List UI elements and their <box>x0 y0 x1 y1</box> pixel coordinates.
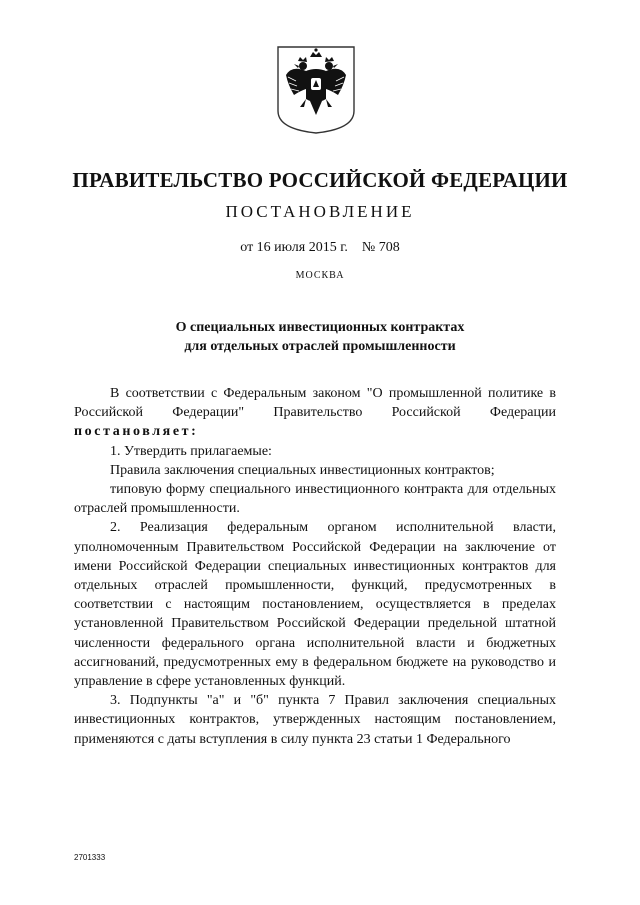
decree-title: ПОСТАНОВЛЕНИЕ <box>225 202 415 221</box>
double-headed-eagle-emblem-icon <box>276 45 356 135</box>
subject-line-2: для отдельных отраслей промышленности <box>184 339 456 354</box>
paragraph-3: 3. Подпункты "а" и "б" пункта 7 Правил заключения специальных инвестиционных контрактов, утвержденных настоящим постановлением, применяются с даты вступления в силу пункта 23 статьи 1 Федерального <box>74 693 556 747</box>
paragraph-preamble <box>74 384 556 442</box>
decree-body <box>74 384 556 749</box>
decree-date: от 16 июля 2015 г. <box>240 240 348 255</box>
preamble-text: В соответствии с Федеральным законом "О промышленной политике в Российской Федерации" Правительство Российской Федерации <box>74 386 556 421</box>
government-title: ПРАВИТЕЛЬСТВО РОССИЙСКОЙ ФЕДЕРАЦИИ <box>72 168 568 192</box>
decree-city: МОСКВА <box>295 270 345 281</box>
subject-line-1: О специальных инвестиционных контрактах <box>175 320 465 335</box>
resolves-word: постановляет: <box>74 424 199 440</box>
decree-dateline <box>0 240 640 256</box>
decree-number: № 708 <box>361 240 400 255</box>
paragraph-2: 2. Реализация федеральным органом исполнительной власти, уполномоченным Правительством Российской Федерации на заключение от имени Российской Федерации специальных инвестиционных контрактов для отдельных отраслей промышленности, функций, предусмотренных в соответствии с настоящим постановлением, осуществляется в пределах установленной Правительством Российской Федерации предельной штатной численности федерального органа исполнительной власти и бюджетных ассигнований, предусмотренных ему в федеральном бюджете на руководство и управление в сфере установленных функций. <box>74 520 556 690</box>
paragraph-1-item-form: типовую форму специального инвестиционного контракта для отдельных отраслей промышленности. <box>74 482 556 517</box>
paragraph-1-item-rules: Правила заключения специальных инвестиционных контрактов; <box>110 462 495 478</box>
document-code: 2701333 <box>74 853 106 862</box>
decree-subject <box>0 318 640 356</box>
paragraph-1: 1. Утвердить прилагаемые: <box>110 443 272 459</box>
